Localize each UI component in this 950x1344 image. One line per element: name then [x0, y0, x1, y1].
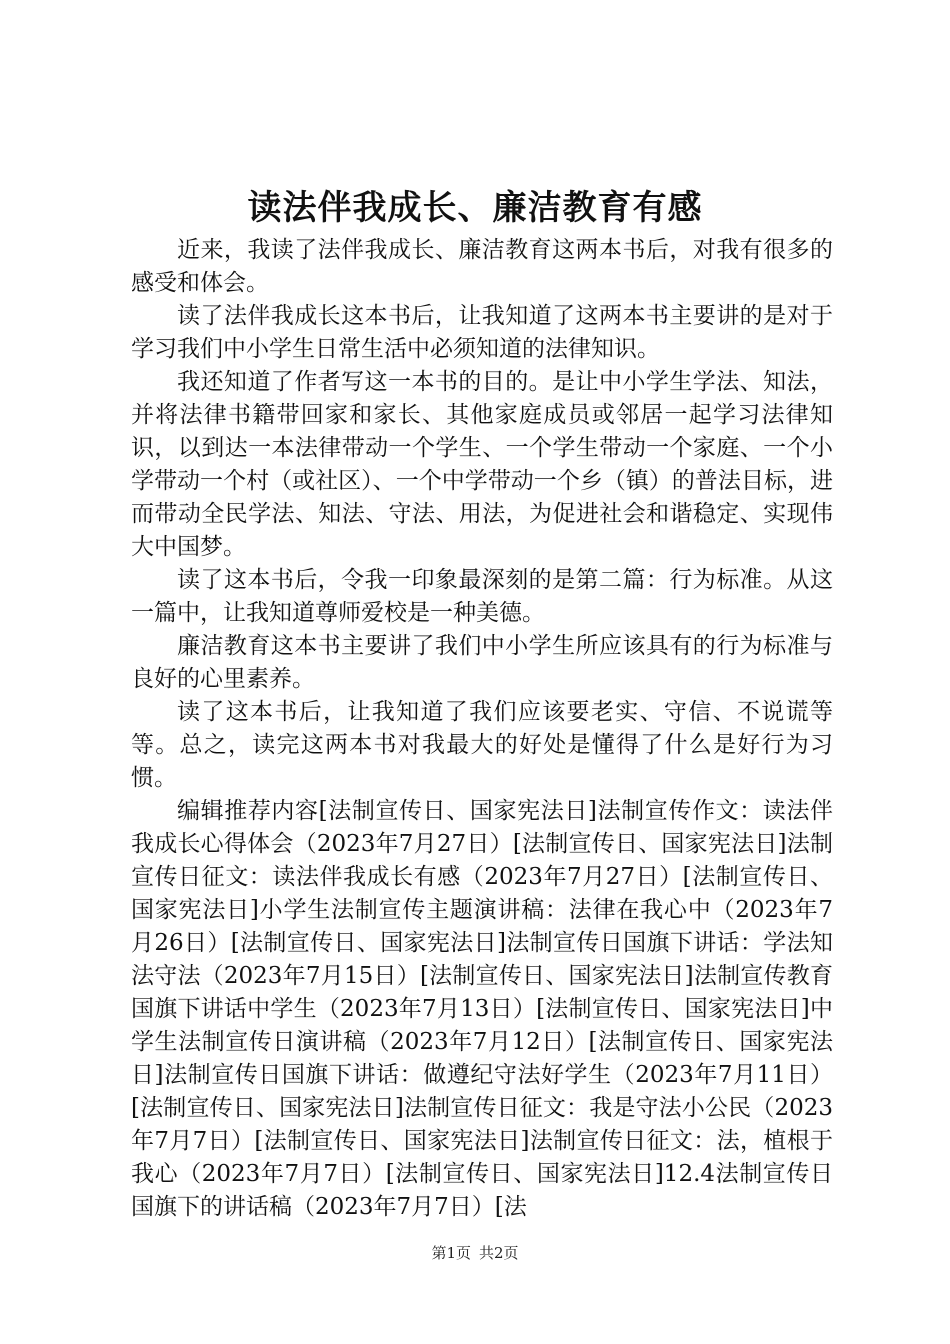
- page-title: 读法伴我成长、廉洁教育有感: [247, 188, 703, 228]
- paragraph: 我还知道了作者写这一本书的目的。是让中小学生学法、知法，并将法律书籍带回家和家长、其他家庭成员或邻居一起学习法律知识，以到达一本法律带动一个学生、一个学生带动一个家庭、一个小学带动一个村（或社区）、一个中学带动一个乡（镇）的普法目标，进而带动全民学法、知法、守法、用法，为促进社会和谐稳定、实现伟大中国梦。: [131, 369, 833, 560]
- page-footer: [0, 1243, 950, 1263]
- paragraph: 近来，我读了法伴我成长、廉洁教育这两本书后，对我有很多的感受和体会。: [131, 237, 833, 296]
- paragraph-recommendations: 编辑推荐内容[法制宣传日、国家宪法日]法制宣传作文：读法伴我成长心得体会（2023年7月27日）[法制宣传日、国家宪法日]法制宣传日征文：读法伴我成长有感（2023年7月27日）[法制宣传日、国家宪法日]小学生法制宣传主题演讲稿：法律在我心中（2023年7月26日）[法制宣传日、国家宪法日]法制宣传日国旗下讲话：学法知法守法（2023年7月15日）[法制宣传日、国家宪法日]法制宣传教育国旗下讲话中学生（2023年7月13日）[法制宣传日、国家宪法日]中学生法制宣传日演讲稿（2023年7月12日）[法制宣传日、国家宪法日]法制宣传日国旗下讲话：做遵纪守法好学生（2023年7月11日）[法制宣传日、国家宪法日]法制宣传日征文：我是守法小公民（2023年7月7日）[法制宣传日、国家宪法日]法制宣传日征文：法，植根于我心（2023年7月7日）[法制宣传日、国家宪法日]12.4法制宣传日国旗下的讲话稿（2023年7月7日）[法: [131, 798, 833, 1220]
- paragraph: 读了法伴我成长这本书后，让我知道了这两本书主要讲的是对于学习我们中小学生日常生活中必须知道的法律知识。: [131, 303, 833, 362]
- document-body: [131, 234, 833, 1224]
- paragraph: 读了这本书后，令我一印象最深刻的是第二篇：行为标准。从这一篇中，让我知道尊师爱校是一种美德。: [131, 567, 833, 626]
- page-total: 共2页: [479, 1244, 519, 1262]
- page-number: 第1页: [431, 1244, 471, 1262]
- paragraph: 读了这本书后，让我知道了我们应该要老实、守信、不说谎等等。总之，读完这两本书对我最大的好处是懂得了什么是好行为习惯。: [131, 699, 833, 791]
- paragraph: 廉洁教育这本书主要讲了我们中小学生所应该具有的行为标准与良好的心里素养。: [131, 633, 833, 692]
